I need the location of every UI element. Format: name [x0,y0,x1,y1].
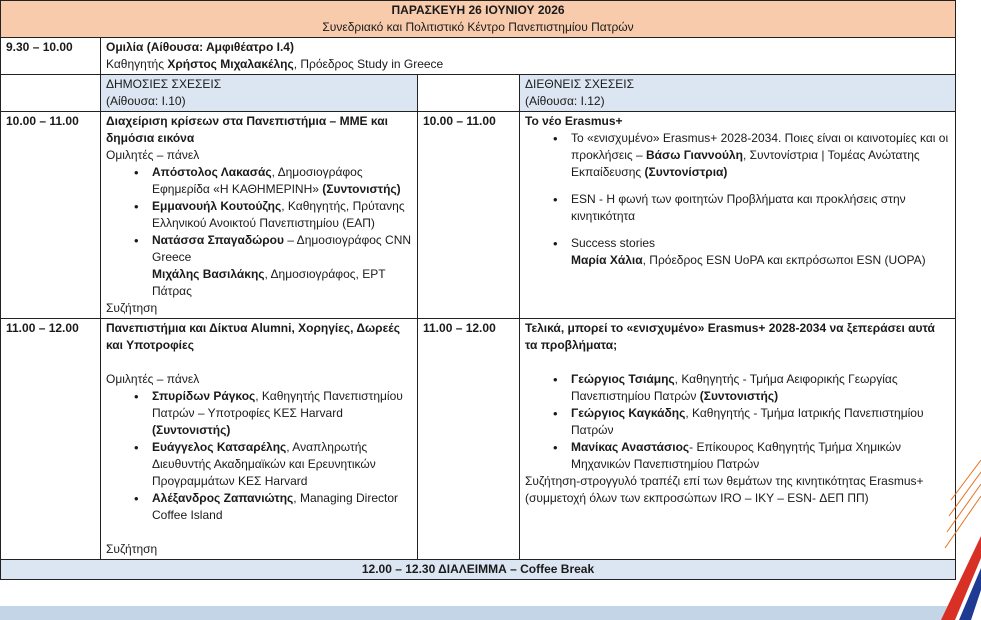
room-left-room: (Αίθουσα: Ι.10) [106,94,186,108]
list-item [525,405,950,439]
item-text: ESN - Η φωνή των φοιτητών Προβλήματα και προκλήσεις στην κινητικότητα [571,192,906,223]
session2-right-cell [520,319,956,560]
spacer [525,181,950,191]
session1-time-right: 10.00 – 11.00 [418,112,520,319]
speaker-tag: (Συντονιστής) [699,389,779,403]
rooms-row [1,75,956,112]
list-item [525,130,950,181]
session2-right-discussion: Συζήτηση-στρογγυλό τραπέζι επί των θεμάτων της κινητικότητας Erasmus+ (συμμετοχή όλων των εκπροσώπων IRO – ΙΚΥ – ESN- ΔΕΠ ΠΠ) [525,474,924,505]
opening-time: 9.30 – 10.00 [1,38,101,75]
session2-right-list [525,371,950,473]
speaker-role: , Καθηγητής, Πρύτανης Ελληνικού Ανοικτού Πανεπιστημίου (ΕΑΠ) [152,199,405,230]
session1-left-title: Διαχείριση κρίσεων στα Πανεπιστήμια – ΜΜΕ και δημόσια εικόνα [106,114,388,145]
list-item [525,439,950,473]
room-left-name: ΔΗΜΟΣΙΕΣ ΣΧΕΣΕΙΣ [106,77,222,91]
speaker-role: , Δημοσιογράφος Εφημερίδα «Η ΚΑΘΗΜΕΡΙΝΗ» [152,165,363,196]
session1-left-speakers-label: Ομιλητές – πάνελ [106,148,200,162]
list-item [106,388,412,439]
session2-time-left: 11.00 – 12.00 [1,319,101,560]
rooms-blank-right [418,75,520,112]
list-item [106,164,412,198]
break-row [1,560,956,580]
session1-time-left: 10.00 – 11.00 [1,112,101,319]
session2-left-cell [101,319,418,560]
session1-left-list [106,164,412,300]
speaker-name: Γεώργιος Καγκάδης [571,406,686,420]
speaker-role: , Καθηγητής Πανεπιστημίου Πατρών – Υποτροφίες ΚΕΣ Harvard [152,389,403,420]
list-item [106,198,412,232]
opening-speaker [106,56,950,73]
speaker-role: , Συντονίστρια | Τομέας Ανώτατης Εκπαίδευσης [571,148,920,179]
room-right [520,75,956,112]
opening-title: Ομιλία (Αίθουσα: Αμφιθέατρο Ι.4) [106,40,294,54]
session1-right-list-2 [525,191,950,225]
session2-left-list [106,388,412,524]
room-right-name: ΔΙΕΘΝΕΙΣ ΣΧΕΣΕΙΣ [525,77,635,91]
session1-right-title: Το νέο Erasmus+ [525,114,623,128]
session1-left-discussion: Συζήτηση [106,301,158,315]
speaker-name: Αλέξανδρος Ζαπανιώτης [152,491,294,505]
speaker-tag: (Συντονίστρια) [644,165,728,179]
speaker-role: , Managing Director Coffee Island [152,491,398,522]
speaker-role: , Καθηγητής - Τμήμα Ιατρικής Πανεπιστημίου Πατρών [571,406,924,437]
item-text: Το «ενισχυμένο» Erasmus+ 2028-2034. Ποιες είναι οι καινοτομίες και οι προκλήσεις – [571,131,949,162]
list-item [525,252,950,269]
session2-left-title: Πανεπιστήμια και Δίκτυα Alumni, Χορηγίες, Δωρεές και Υποτροφίες [106,321,400,352]
opening-speaker-prefix: Καθηγητής [106,57,168,71]
header-date: ΠΑΡΑΣΚΕΥΗ 26 ΙΟΥΝΙΟΥ 2026 [391,3,565,17]
session1-right-cell [520,112,956,319]
spacer [106,524,412,541]
room-left [101,75,418,112]
list-item [106,232,412,266]
list-item [106,266,412,300]
speaker-role: , Αναπληρωτής Διευθυντής Ακαδημαϊκών και Ερευνητικών Προγραμμάτων ΚΕΣ Harvard [152,440,376,488]
session1-right-list-3 [525,235,950,269]
stripes-orange [945,460,981,548]
session2-time-right: 11.00 – 12.00 [418,319,520,560]
corner-stripes-graphic [937,440,981,620]
header-cell [1,1,956,38]
speaker-role: , Δημοσιογράφος, ΕΡΤ Πάτρας [152,267,386,298]
speaker-name: Εμμανουήλ Κουτούζης [152,199,282,213]
speaker-name: Βάσω Γιαννούλη [646,148,743,162]
speaker-role: - Επίκουρος Καθηγητής Τμήμα Χημικών Μηχανικών Πανεπιστημίου Πατρών [571,440,901,471]
speaker-role: – Δημοσιογράφος CNN Greece [152,233,412,264]
speaker-name: Νατάσσα Σπαγαδώρου [152,233,284,247]
spacer [525,225,950,235]
list-item [106,439,412,490]
list-item [525,371,950,405]
header-venue: Συνεδριακό και Πολιτιστικό Κέντρο Πανεπιστημίου Πατρών [322,20,634,34]
item-text: Success stories [571,236,656,250]
session1-row [1,112,956,319]
session2-right-title: Τελικά, μπορεί το «ενισχυμένο» Erasmus+ 2028-2034 να ξεπεράσει αυτά τα προβλήματα; [525,321,935,352]
opening-cell [101,38,956,75]
speaker-tag: (Συντονιστής) [318,182,401,196]
opening-row [1,38,956,75]
speaker-name: Απόστολος Λακασάς [152,165,272,179]
list-item [106,490,412,524]
speaker-role: , Πρόεδρος ESN UoPA και εκπρόσωποι ESN (UOPA) [642,253,926,267]
speaker-role: , Καθηγητής - Τμήμα Αειφορικής Γεωργίας Πανεπιστημίου Πατρών [571,372,898,403]
list-item [525,235,950,252]
session2-left-speakers-label: Ομιλητές – πάνελ [106,372,200,386]
speaker-name: Σπυρίδων Ράγκος [152,389,256,403]
session1-left-cell [101,112,418,319]
bottom-strip [0,606,955,620]
speaker-name: Μανίκας Αναστάσιος [571,440,690,454]
break-cell: 12.00 – 12.30 ΔΙΑΛΕΙΜΜΑ – Coffee Break [1,560,956,580]
speaker-tag: (Συντονιστής) [152,423,231,437]
spacer [106,354,412,371]
list-item [525,191,950,225]
speaker-name: Ευάγγελος Κατσαρέλης [152,440,287,454]
speaker-name: Μιχάλης Βασιλάκης [152,267,265,281]
session2-row [1,319,956,560]
speaker-name: Μαρία Χάλια [571,253,643,267]
session1-right-list [525,130,950,181]
room-right-room: (Αίθουσα: Ι.12) [525,94,605,108]
rooms-blank-left [1,75,101,112]
opening-speaker-role: , Πρόεδρος Study in Greece [293,57,444,71]
opening-speaker-name: Χρήστος Μιχαλακέλης [167,57,294,71]
session2-left-discussion: Συζήτηση [106,542,158,556]
spacer [525,354,950,371]
speaker-name: Γεώργιος Τσιάμης [571,372,675,386]
header-row [1,1,956,38]
